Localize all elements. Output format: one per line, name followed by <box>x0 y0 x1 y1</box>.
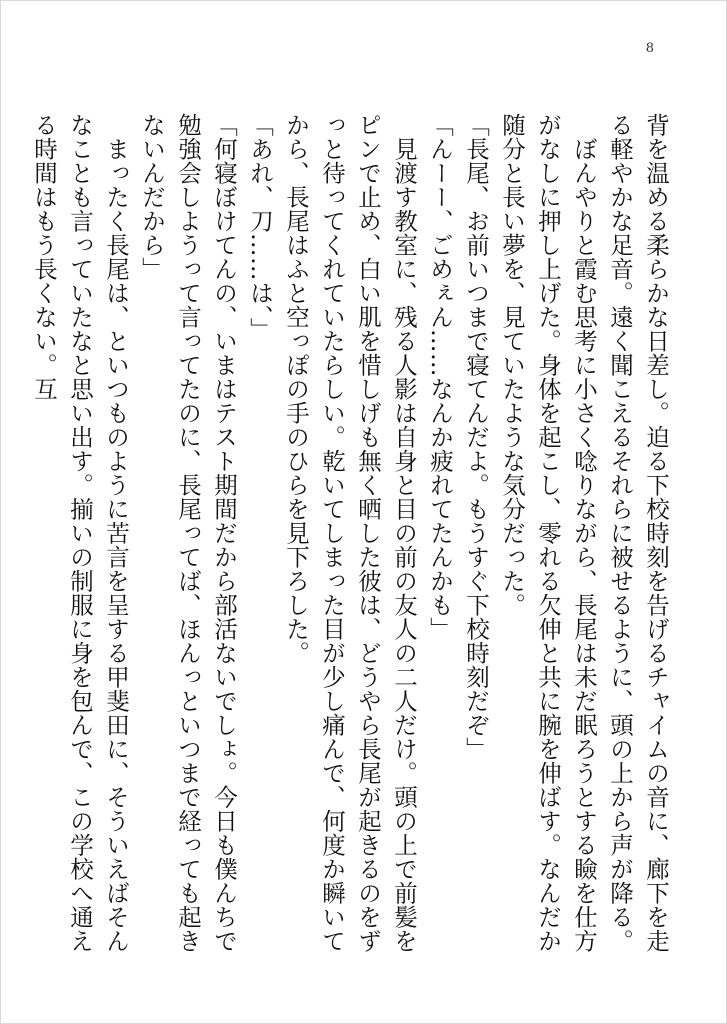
paragraph: まったく長尾は、といつものように苦言を呈する甲斐田に、そういえばそんなことも言っていたなと思い出す。揃いの制服に身を包んで、この学校へ通える時間はもう長くない。互 <box>30 113 130 953</box>
dialogue-line: 「んーー、ごめぇん……なんか疲れてたんかも」 <box>426 113 454 641</box>
dialogue-line: 「あれ、刀……は、」 <box>246 113 274 342</box>
paragraph: ぼんやりと霞む思考に小さく唸りながら、長尾は未だ眠ろうとする瞼を仕方がなしに押し上げた。身体を起こし、零れる欠伸と共に腕を伸ばす。なんだか随分と長い夢を、見ていたような気分だった。 <box>498 113 598 953</box>
vertical-body-text <box>26 113 674 973</box>
page-number: 8 <box>645 41 654 56</box>
dialogue-line: 「長尾、お前いつまで寝てんだよ。もうすぐ下校時刻だぞ」 <box>462 113 490 761</box>
dialogue-line: 「何寝ぼけてんの、いまはテスト期間だから部活ないでしょ。今日も僕んちで勉強会しようって言ってたのに、長尾ってば、ほんっといつまで経っても起きないんだから」 <box>138 113 238 953</box>
paragraph: 背を温める柔らかな日差し。迫る下校時刻を告げるチャイムの音に、廊下を走る軽やかな足音。遠く聞こえるそれらに被せるように、頭の上から声が降る。 <box>606 113 670 953</box>
paragraph: 見渡す教室に、残る人影は自身と目の前の友人の二人だけ。頭の上で前髪をピンで止め、白い肌を惜しげも無く晒した彼は、どうやら長尾が起きるのをずっと待ってくれていたらしい。乾いてしまった目が少し痛んで、何度か瞬いてから、長尾はふと空っぽの手のひらを見下ろした。 <box>282 113 418 953</box>
